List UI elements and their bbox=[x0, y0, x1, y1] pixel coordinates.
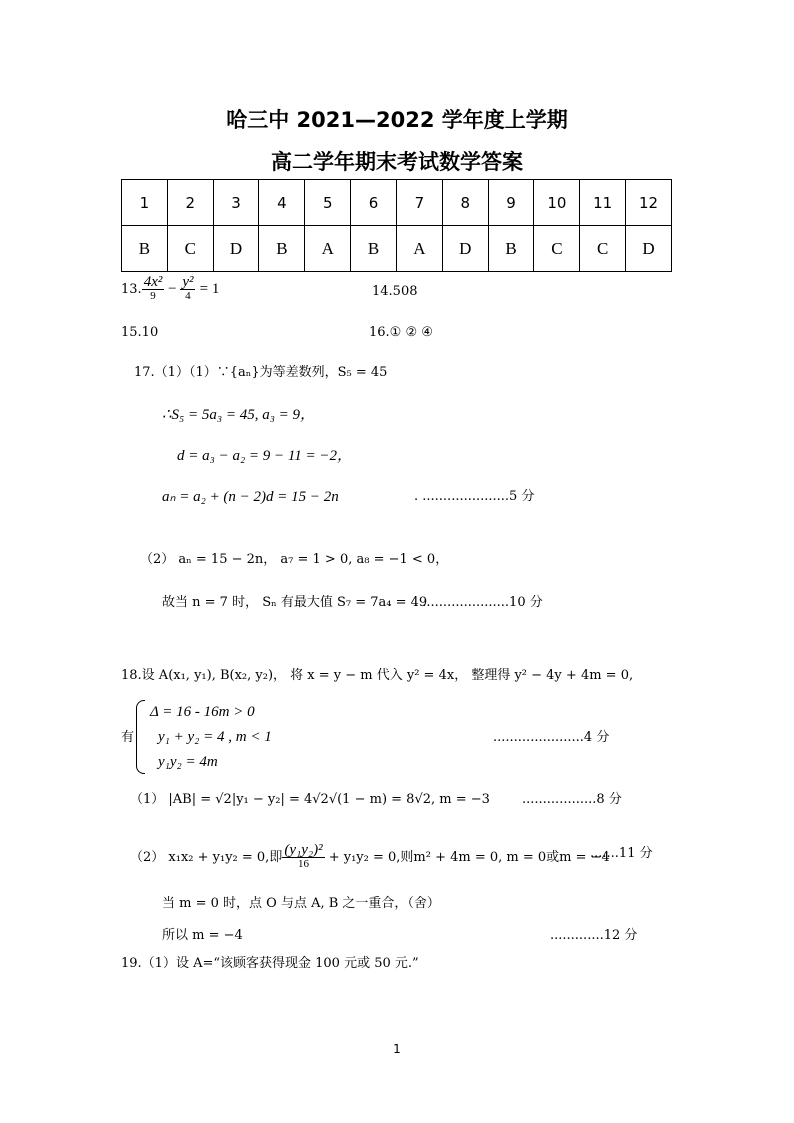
q17-line-4: aₙ = a₂ + (n − 2)d = 15 − 2n bbox=[162, 489, 339, 505]
q13-den1: 9 bbox=[150, 290, 156, 302]
answer-table-number-cell: 1 bbox=[122, 180, 168, 226]
q17-line-1: 17.（1）（1）∵{aₙ}为等差数列，S₅ = 45 bbox=[134, 365, 388, 380]
answer-table-number-row bbox=[122, 180, 672, 226]
answer-table-number-cell: 3 bbox=[213, 180, 259, 226]
answer-table-answer-cell: C bbox=[580, 226, 626, 272]
q15-answer: 15.10 bbox=[121, 325, 159, 340]
answer-table bbox=[121, 179, 672, 272]
q18-line-4 bbox=[130, 844, 610, 871]
answer-table-answer-cell: A bbox=[305, 226, 351, 272]
answer-table-number-cell: 7 bbox=[396, 180, 442, 226]
q13-num2: y² bbox=[182, 274, 194, 290]
answer-table-answer-cell: C bbox=[534, 226, 580, 272]
q18-line-4a: （2） x₁x₂ + y₁y₂ = 0,即 bbox=[130, 850, 283, 865]
q17-line-5: （2） aₙ = 15 − 2n， a₇ = 1 > 0, a₈ = −1 < 0， bbox=[140, 552, 449, 567]
q13-rhs: = 1 bbox=[199, 281, 220, 297]
q13-fraction-1 bbox=[142, 276, 165, 303]
q18-score-8: ..................8 分 bbox=[522, 792, 622, 807]
q18-fraction bbox=[282, 844, 324, 871]
answer-table-answer-cell: D bbox=[442, 226, 488, 272]
q13-den2: 4 bbox=[185, 290, 191, 302]
answer-table-number-cell: 11 bbox=[580, 180, 626, 226]
q18-frac-num: (y₁y₂)² bbox=[284, 842, 323, 858]
q17-line-2: ∴S₅ = 5a₃ = 45, a₃ = 9， bbox=[162, 407, 316, 423]
q18-score-12: .............12 分 bbox=[550, 928, 638, 943]
answer-table-answer-cell: B bbox=[351, 226, 397, 272]
answer-table-number-cell: 9 bbox=[488, 180, 534, 226]
q18-line-6: 所以 m = −4 bbox=[162, 928, 243, 943]
q14-answer: 14.508 bbox=[372, 284, 418, 299]
answer-table-answer-cell: A bbox=[396, 226, 442, 272]
answer-table-number-cell: 8 bbox=[442, 180, 488, 226]
q18-line-4b: + y₁y₂ = 0,则m² + 4m = 0, m = 0或m = −4 bbox=[328, 850, 610, 865]
q18-score-11: .......11 分 bbox=[590, 846, 653, 861]
q18-you: 有 bbox=[121, 730, 135, 745]
q17-line-6: 故当 n = 7 时， Sₙ 有最大值 S₇ = 7a₄ = 49 bbox=[162, 595, 428, 610]
answer-table-answer-row bbox=[122, 226, 672, 272]
answer-table-answer-cell: B bbox=[259, 226, 305, 272]
answer-table-number-cell: 12 bbox=[626, 180, 672, 226]
q18-system-line-1: Δ = 16 - 16m > 0 bbox=[150, 704, 255, 720]
answer-table-answer-cell: C bbox=[167, 226, 213, 272]
title-line-2: 高二学年期末考试数学答案 bbox=[271, 150, 523, 174]
q13-fraction-2 bbox=[180, 276, 195, 303]
answer-table-answer-cell: D bbox=[213, 226, 259, 272]
answer-table-answer-cell: D bbox=[626, 226, 672, 272]
q13-label: 13. bbox=[121, 282, 142, 297]
q18-score-4: ......................4 分 bbox=[493, 730, 610, 745]
q18-line-3: （1） |AB| = √2|y₁ − y₂| = 4√2√(1 − m) = 8√2, m = −3 bbox=[130, 792, 490, 807]
answer-table-answer-cell: B bbox=[488, 226, 534, 272]
q18-system-line-2: y₁ + y₂ = 4 , m < 1 bbox=[158, 729, 272, 745]
answer-table-number-cell: 6 bbox=[351, 180, 397, 226]
answer-table-number-cell: 4 bbox=[259, 180, 305, 226]
q13-answer: 13. $\frac{\text{4x²}}{9}$ − $\frac{\text{y²}}{4}$ = 1 bbox=[121, 274, 220, 302]
answer-table-answer-cell: B bbox=[122, 226, 168, 272]
q17-score-10: . .....................10 分 bbox=[414, 595, 543, 610]
q17-line-3: d = a₃ − a₂ = 9 − 11 = −2， bbox=[177, 448, 353, 464]
q18-system-line-3: y₁y₂ = 4m bbox=[158, 754, 218, 770]
q18-system-brace bbox=[136, 700, 145, 774]
q17-score-5: . .....................5 分 bbox=[414, 489, 535, 504]
title-line-1: 哈三中 2021—2022 学年度上学期 bbox=[226, 108, 568, 132]
q18-line-5: 当 m = 0 时，点 O 与点 A, B 之一重合，（舍） bbox=[162, 896, 440, 911]
q18-line-1: 18.设 A(x₁, y₁), B(x₂, y₂)， 将 x = y − m 代入 y² = 4x， 整理得 y² − 4y + 4m = 0, bbox=[121, 668, 634, 683]
q19-line-1: 19.（1）设 A=“该顾客获得现金 100 元或 50 元.” bbox=[121, 956, 419, 971]
answer-table-number-cell: 2 bbox=[167, 180, 213, 226]
answer-table-number-cell: 10 bbox=[534, 180, 580, 226]
page-number: 1 bbox=[393, 1042, 401, 1056]
q18-frac-den: 16 bbox=[297, 858, 309, 870]
q16-answer: 16.① ② ④ bbox=[369, 325, 433, 340]
answer-table-number-cell: 5 bbox=[305, 180, 351, 226]
q13-num1: 4x² bbox=[143, 274, 163, 290]
